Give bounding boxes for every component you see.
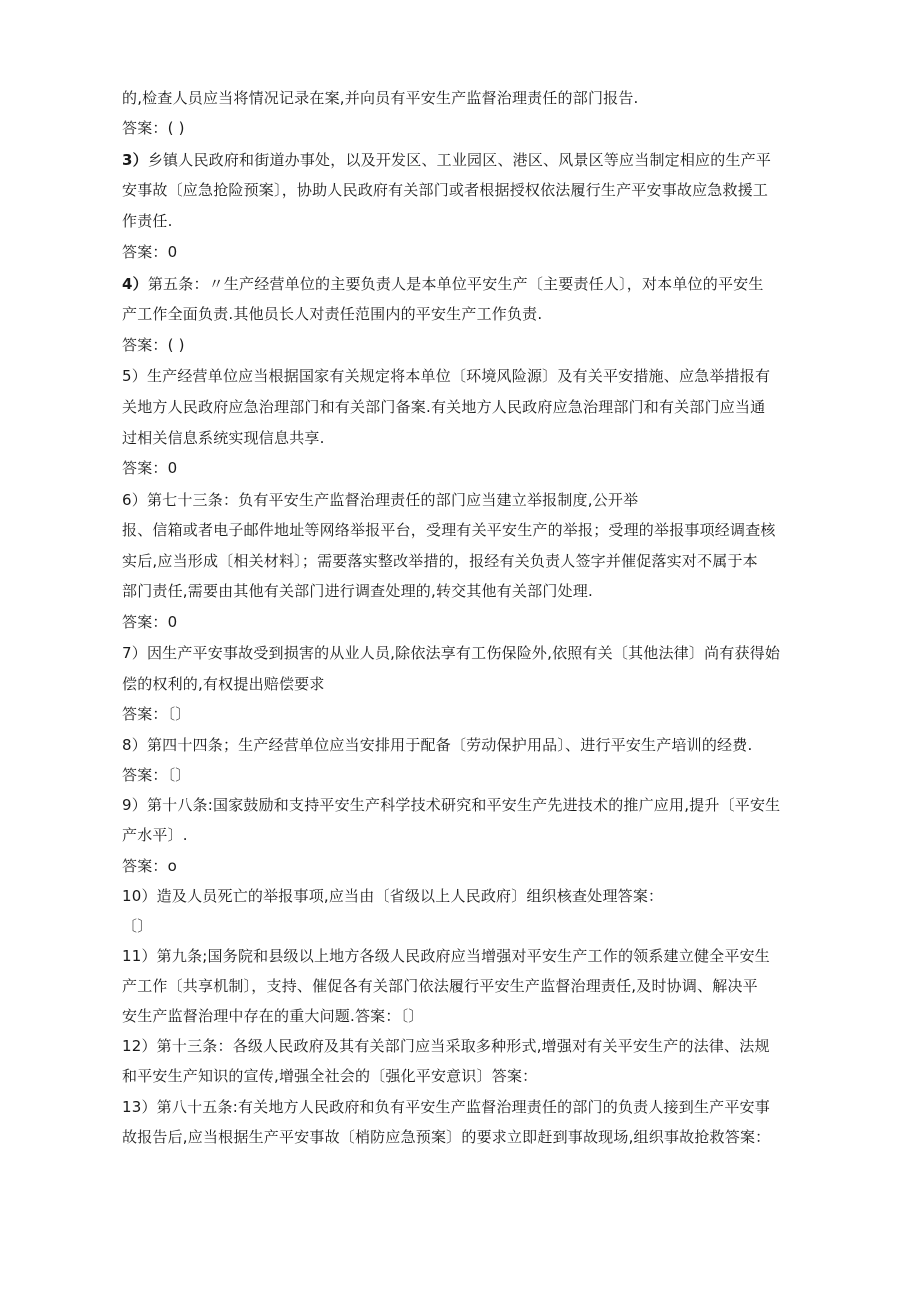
answer-line: 〔〕	[122, 917, 153, 935]
text-line: 故报告后,应当根据生产平安事故〔梢防应急预案〕的要求立即赶到事故现场,组织事故抢救答案：	[122, 1128, 771, 1146]
text-line: 实后,应当形成〔相关材料〕；需要落实整改举措的，报经有关负责人签字并催促落实对不属于本	[122, 552, 758, 570]
text-line: 部门责任,需要由其他有关部门进行调查处理的,转交其他有关部门处理.	[122, 582, 593, 600]
text-line: 偿的权利的,有权提出赔偿要求	[122, 675, 325, 693]
item-number: 4）	[122, 275, 148, 293]
answer-line: 答案：0	[122, 243, 178, 261]
answer-line: 答案：0	[122, 459, 178, 477]
text-line: 6）第七十三条：负有平安生产监督治理责任的部门应当建立举报制度,公开举	[122, 491, 639, 509]
text-line: 11）第九条;国务院和县级以上地方各级人民政府应当增强对平安生产工作的领系建立健全平安生	[122, 947, 770, 965]
answer-line: 答案：〔〕	[122, 766, 191, 784]
text-line: 的,检查人员应当将情况记录在案,并向员有平安生产监督治理责任的部门报告.	[122, 89, 639, 107]
text-line: 过相关信息系统实现信息共享.	[122, 429, 325, 447]
text-line: 作责任.	[122, 212, 173, 230]
text-line: 13）第八十五条:有关地方人民政府和负有平安生产监督治理责任的部门的负责人接到生产平安事	[122, 1098, 770, 1116]
text-line: 关地方人民政府应急治理部门和有关部门备案.有关地方人民政府应急治理部门和有关部门应当通	[122, 398, 766, 416]
text-line: 7）因生产平安事故受到损害的从业人员,除依法享有工伤保险外,依照有关〔其他法律〕尚有获得始	[122, 644, 781, 662]
item-number: 3）	[122, 151, 148, 169]
answer-line: 答案：〔〕	[122, 705, 191, 723]
text-line: 8）第四十四条；生产经营单位应当安排用于配备〔劳动保护用品〕、进行平安生产培训的经费.	[122, 736, 753, 754]
text-segment: 第五条：〃生产经营单位的主要负责人是本单位平安生产〔主要责任人〕，对本单位的平安生	[147, 275, 764, 293]
text-line: 12）第十三条：各级人民政府及其有关部门应当采取多种形式,增强对有关平安生产的法律、法规	[122, 1037, 770, 1055]
answer-line: 答案：o	[122, 857, 177, 875]
text-line: 5）生产经营单位应当根据国家有关规定将本单位〔环境风险源〕及有关平安措施、应急举措报有	[122, 367, 771, 385]
text-line: 报、信箱或者电子邮件地址等网络举报平台，受理有关平安生产的举报；受理的举报事项经调查核	[122, 521, 776, 539]
text-line	[122, 274, 802, 294]
text-line: 10）造及人员死亡的举报事项,应当由〔省级以上人民政府〕组织核查处理答案：	[122, 887, 664, 905]
text-line: 和平安生产知识的宣传,增强全社会的〔强化平安意识〕答案：	[122, 1067, 538, 1085]
answer-line: 答案：( )	[122, 336, 185, 354]
text-segment: 乡镇人民政府和街道办事处，以及开发区、工业园区、港区、风景区等应当制定相应的生产平	[147, 151, 772, 169]
text-line: 9）第十八条:国家鼓励和支持平安生产科学技术研究和平安生产先进技术的推广应用,提升〔平安生	[122, 796, 781, 814]
text-line: 安事故〔应急抢险预案〕，协助人民政府有关部门或者根据授权依法履行生产平安事故应急救援工	[122, 181, 769, 199]
text-line: 产工作全面负责.其他员长人对责任范围内的平安生产工作负责.	[122, 305, 543, 323]
text-line: 安生产监督治理中存在的重大问题.答案：〔〕	[122, 1007, 424, 1025]
answer-line: 答案：0	[122, 613, 178, 631]
text-line: 产水平〕.	[122, 826, 188, 844]
answer-line: 答案：( )	[122, 119, 185, 137]
text-line	[122, 150, 802, 170]
text-line: 产工作〔共享机制〕，支持、催促各有关部门依法履行平安生产监督治理责任,及时协调、解决平	[122, 977, 758, 995]
